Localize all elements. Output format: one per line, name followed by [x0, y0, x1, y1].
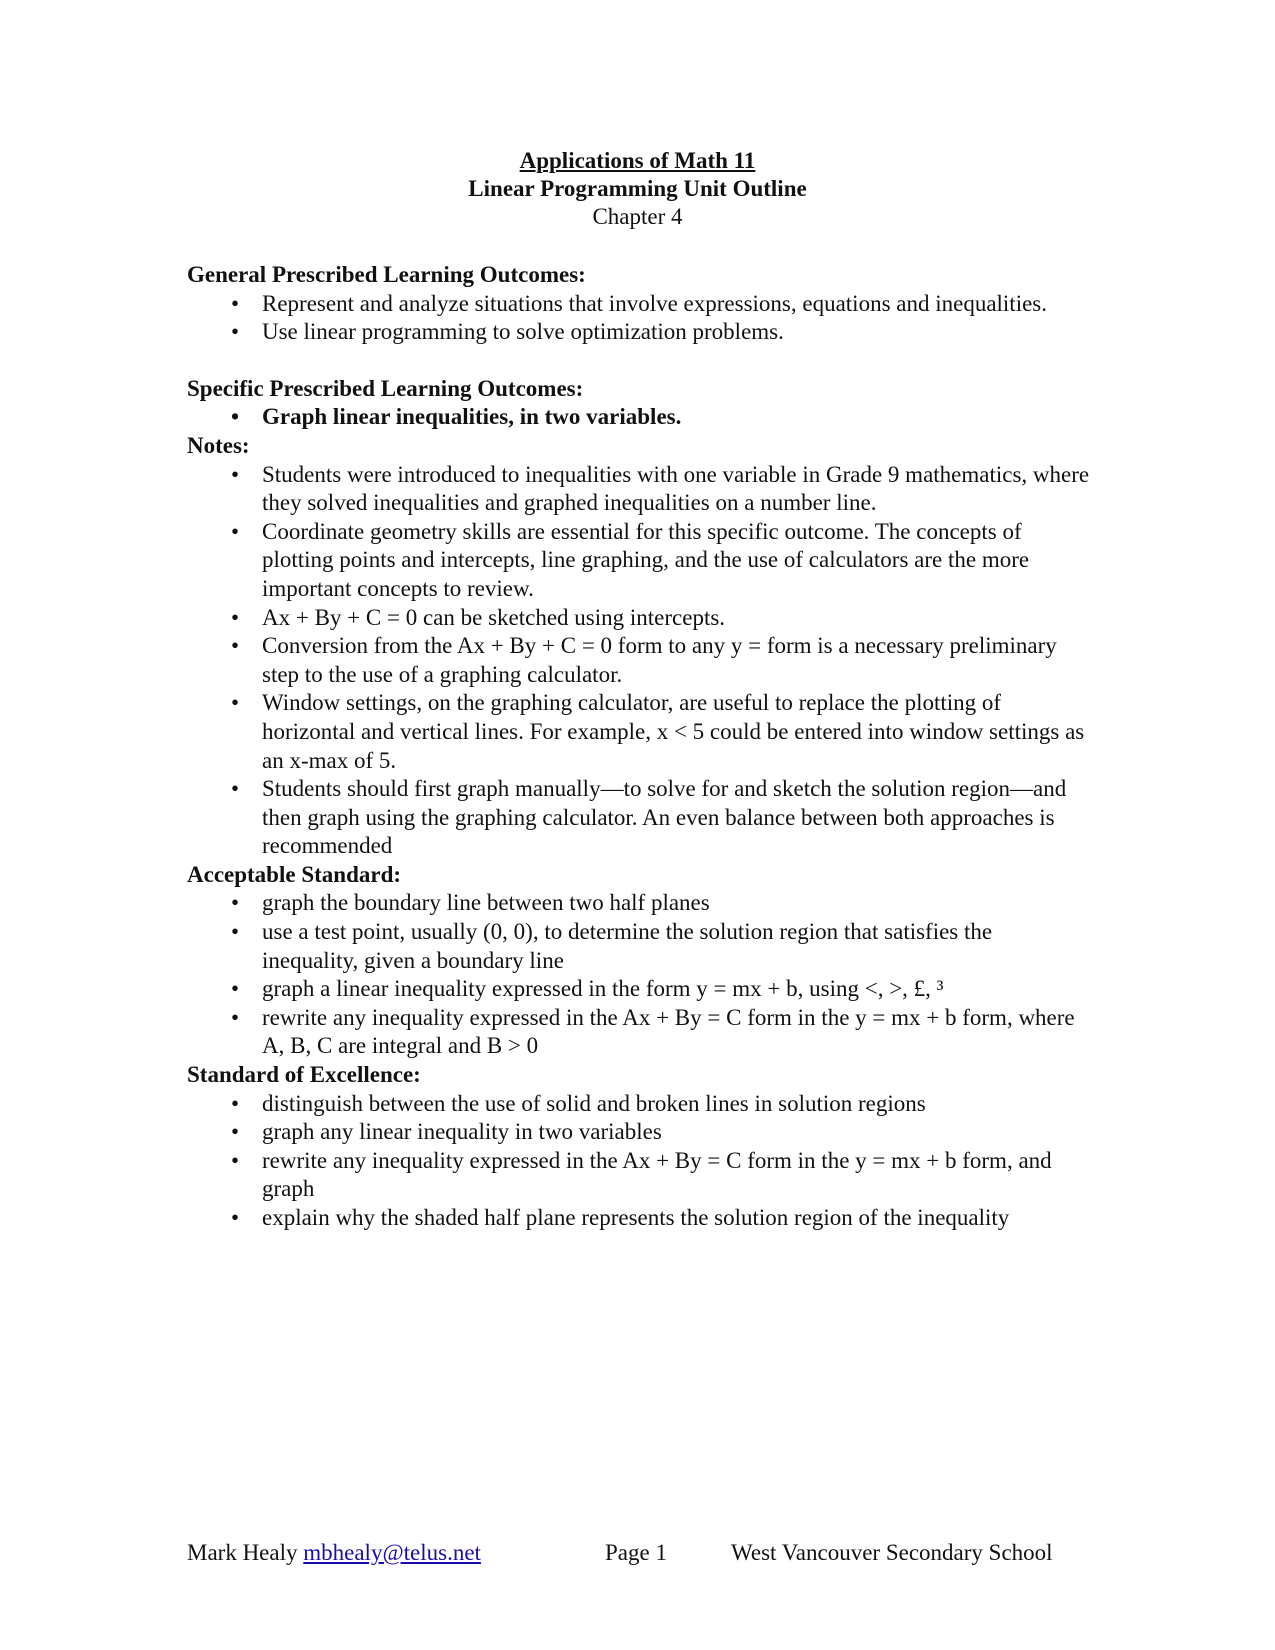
bullet-icon: • [230, 604, 240, 630]
list-item-text: Graph linear inequalities, in two variables. [262, 404, 682, 430]
list-item-text: Students were introduced to inequalities with one variable in Grade 9 mathematics, where they solved inequalities and graphed inequalities on a number line. [262, 461, 1090, 516]
list-item [187, 889, 1092, 918]
bullet-icon: • [230, 919, 240, 945]
list-item [187, 461, 1092, 518]
bullet-icon: • [230, 976, 240, 1002]
list-item-text: Use linear programming to solve optimization problems. [262, 319, 784, 345]
footer-author [187, 1539, 481, 1567]
list-item-text: Represent and analyze situations that involve expressions, equations and inequalities. [262, 290, 1047, 316]
list-item [187, 518, 1092, 604]
list-item [187, 632, 1092, 689]
bullet-icon: • [230, 518, 240, 544]
bullet-icon: • [230, 319, 240, 345]
document-title: Applications of Math 11 [519, 148, 756, 173]
list-item-text: Students should first graph manually—to solve for and sketch the solution region—and then graph using the graphing calculator. An even balance between both approaches is recommended [262, 776, 1067, 859]
acceptable-standard-list [187, 889, 1092, 1061]
bullet-icon: • [230, 290, 240, 316]
bullet-icon: • [230, 404, 240, 430]
bullet-icon: • [230, 1004, 240, 1030]
specific-outcomes-heading: Specific Prescribed Learning Outcomes: [187, 375, 584, 401]
list-item-text: rewrite any inequality expressed in the Ax + By = C form in the y = mx + b form, and graph [262, 1147, 1052, 1202]
list-item [187, 1090, 1092, 1119]
bullet-icon: • [230, 633, 240, 659]
page-number: Page 1 [605, 1540, 667, 1565]
list-item-text: graph the boundary line between two half planes [262, 890, 710, 916]
author-name: Mark Healy [187, 1540, 298, 1565]
list-item [187, 689, 1092, 775]
list-item-text: Window settings, on the graphing calculator, are useful to replace the plotting of horizontal and vertical lines. For example, x < 5 could be entered into window settings as an x-max of 5. [262, 690, 1085, 773]
list-item-text: graph a linear inequality expressed in the form y = mx + b, using <, >, £, ³ [262, 976, 944, 1002]
bullet-icon: • [230, 690, 240, 716]
general-outcomes-list [187, 290, 1092, 347]
chapter-label: Chapter 4 [592, 204, 683, 229]
bullet-icon: • [230, 1119, 240, 1145]
list-item [187, 318, 1092, 347]
author-email-link[interactable]: mbhealy@telus.net [303, 1540, 481, 1565]
list-item [187, 403, 1092, 432]
list-item [187, 1004, 1092, 1061]
list-item-text: rewrite any inequality expressed in the Ax + By = C form in the y = mx + b form, where A, B, C are integral and B > 0 [262, 1004, 1075, 1059]
excellence-standard-list [187, 1090, 1092, 1233]
specific-outcomes-list [187, 403, 1092, 432]
bullet-icon: • [230, 776, 240, 802]
notes-list [187, 461, 1092, 861]
title-block [0, 147, 1275, 231]
list-item-text: Ax + By + C = 0 can be sketched using intercepts. [262, 604, 726, 630]
list-item-text: use a test point, usually (0, 0), to determine the solution region that satisfies the inequality, given a boundary line [262, 919, 993, 973]
bullet-icon: • [230, 890, 240, 916]
acceptable-standard-heading: Acceptable Standard: [187, 861, 402, 887]
bullet-icon: • [230, 1090, 240, 1116]
list-item-text: distinguish between the use of solid and broken lines in solution regions [262, 1090, 926, 1116]
document-body [187, 261, 1092, 1233]
excellence-standard-heading: Standard of Excellence: [187, 1062, 421, 1088]
list-item [187, 290, 1092, 319]
notes-heading: Notes: [187, 432, 250, 458]
list-item [187, 775, 1092, 861]
list-item-text: Coordinate geometry skills are essential for this specific outcome. The concepts of plotting points and intercepts, line graphing, and the use of calculators are the more important concepts to review. [262, 518, 1030, 601]
bullet-icon: • [230, 461, 240, 487]
general-outcomes-heading: General Prescribed Learning Outcomes: [187, 262, 586, 287]
list-item [187, 1118, 1092, 1147]
list-item [187, 1204, 1092, 1233]
bullet-icon: • [230, 1205, 240, 1230]
list-item [187, 918, 1092, 975]
list-item [187, 604, 1092, 633]
list-item-text: Conversion from the Ax + By + C = 0 form to any y = form is a necessary preliminary step to the use of a graphing calculator. [262, 633, 1057, 687]
list-item-text: graph any linear inequality in two variables [262, 1119, 662, 1145]
list-item-text: explain why the shaded half plane represents the solution region of the inequality [262, 1205, 1010, 1230]
bullet-icon: • [230, 1147, 240, 1173]
school-name: West Vancouver Secondary School [731, 1540, 1053, 1565]
list-item [187, 975, 1092, 1004]
list-item [187, 1147, 1092, 1204]
document-subtitle: Linear Programming Unit Outline [468, 176, 807, 201]
